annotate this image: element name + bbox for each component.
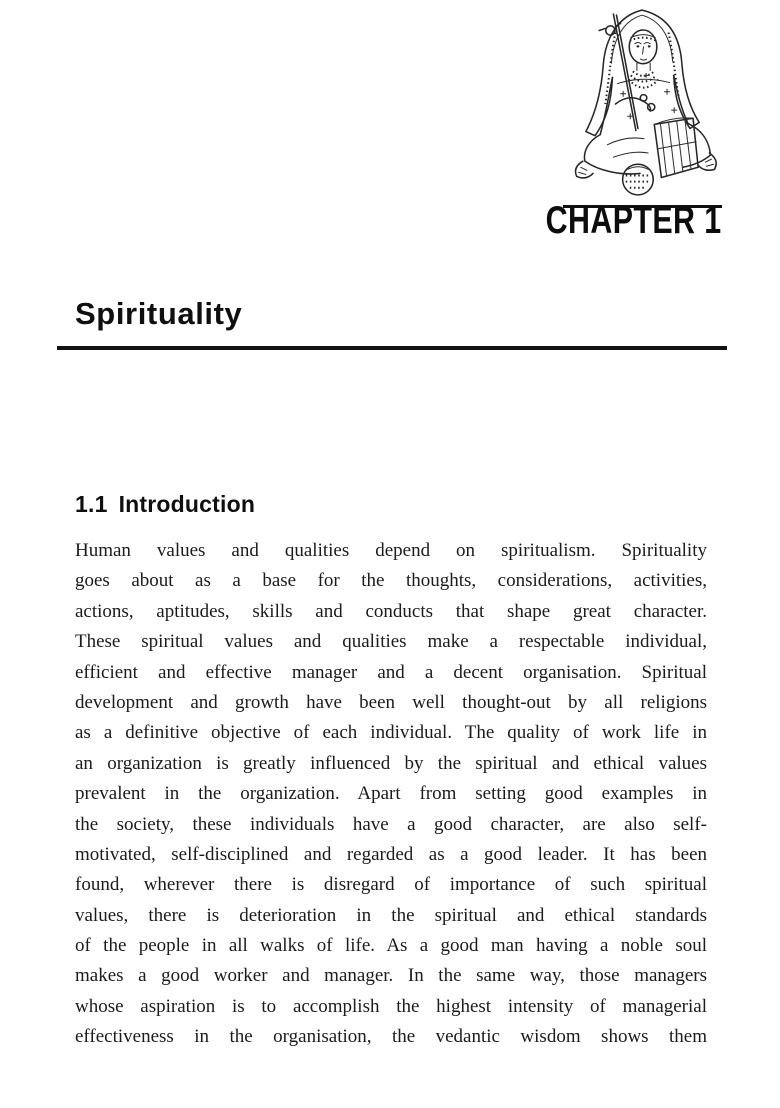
- section-heading: [75, 491, 255, 518]
- paragraph-line: motivated, self-disciplined and regarded as a good leader. It has been: [75, 843, 707, 865]
- title-rule: [57, 346, 727, 350]
- paragraph-line: of the people in all walks of life. As a good man having a noble soul: [75, 935, 707, 957]
- paragraph-line: effectiveness in the organisation, the vedantic wisdom shows them: [75, 1026, 707, 1048]
- paragraph-line: values, there is deterioration in the spiritual and ethical standards: [75, 904, 707, 926]
- paragraph-line: actions, aptitudes, skills and conducts that shape great character.: [75, 600, 707, 622]
- paragraph-line: development and growth have been well thought-out by all religions: [75, 691, 707, 713]
- paragraph-line: goes about as a base for the thoughts, considerations, activities,: [75, 570, 707, 592]
- paragraph-line: found, wherever there is disregard of importance of such spiritual: [75, 874, 707, 896]
- paragraph-line: an organization is greatly influenced by the spiritual and ethical values: [75, 752, 707, 774]
- paragraph-line: Human values and qualities depend on spiritualism. Spirituality: [75, 540, 707, 561]
- paragraph-line: the society, these individuals have a good character, are also self-: [75, 813, 707, 835]
- paragraph-line: whose aspiration is to accomplish the highest intensity of managerial: [75, 995, 707, 1017]
- section-title: Introduction: [118, 491, 256, 517]
- paragraph-line: These spiritual values and qualities make a respectable individual,: [75, 631, 707, 653]
- page-title: Spirituality: [75, 296, 243, 331]
- paragraph-line: efficient and effective manager and a decent organisation. Spiritual: [75, 661, 707, 683]
- paragraph-line: as a definitive objective of each individual. The quality of work life in: [75, 722, 707, 744]
- paragraph-line: makes a good worker and manager. In the same way, those managers: [75, 965, 707, 987]
- chapter-label: CHAPTER 1: [546, 199, 722, 242]
- seated-saint-illustration: [551, 6, 731, 202]
- section-number: 1.1: [75, 491, 108, 517]
- body-paragraph: [75, 536, 707, 1053]
- paragraph-line: prevalent in the organization. Apart from setting good examples in: [75, 783, 707, 805]
- chapter-illustration: [551, 6, 731, 202]
